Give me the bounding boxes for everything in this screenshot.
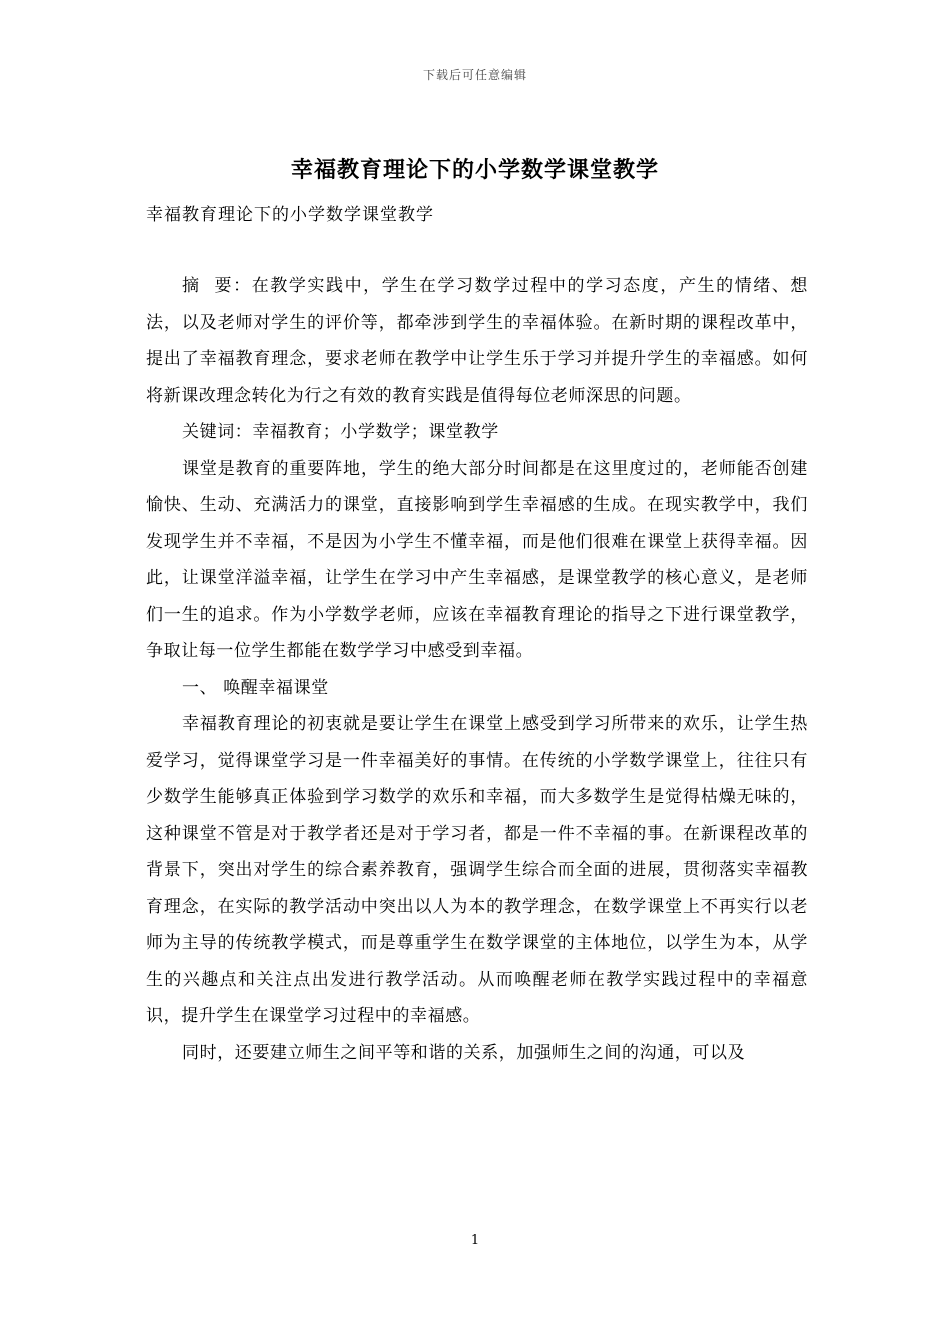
page-number: 1: [470, 1233, 480, 1248]
page-header-note: 下载后可任意编辑: [422, 68, 527, 82]
keywords-line: 关键词：幸福教育；小学数学；课堂教学: [182, 422, 499, 442]
document-subtitle: 幸福教育理论下的小学数学课堂教学: [146, 205, 434, 225]
section-heading-1: 一、 唤醒幸福课堂: [182, 677, 329, 698]
document-title: 幸福教育理论下的小学数学课堂教学: [290, 157, 659, 183]
abstract-paragraph: [146, 268, 808, 414]
abstract-label: 摘 要：: [182, 276, 252, 296]
body-paragraph-1: 课堂是教育的重要阵地，学生的绝大部分时间都是在这里度过的，老师能否创建愉快、生动、充满活力的课堂，直接影响到学生幸福感的生成。在现实教学中，我们发现学生并不幸福，不是因为小学生不懂幸福，而是他们很难在课堂上获得幸福。因此，让课堂洋溢幸福，让学生在学习中产生幸福感，是课堂教学的核心意义，是老师们一生的追求。作为小学数学老师，应该在幸福教育理论的指导之下进行课堂教学，争取让每一位学生都能在数学学习中感受到幸福。: [146, 458, 808, 661]
abstract-text: 在教学实践中，学生在学习数学过程中的学习态度，产生的情绪、想法，以及老师对学生的评价等，都牵涉到学生的幸福体验。在新时期的课程改革中，提出了幸福教育理念，要求老师在教学中让学生乐于学习并提升学生的幸福感。如何将新课改理念转化为行之有效的教育实践是值得每位老师深思的问题。: [146, 276, 809, 406]
body-paragraph-3: 同时，还要建立师生之间平等和谐的关系，加强师生之间的沟通，可以及: [182, 1042, 746, 1063]
body-paragraph-2: 幸福教育理论的初衷就是要让学生在课堂上感受到学习所带来的欢乐，让学生热爱学习，觉得课堂学习是一件幸福美好的事情。在传统的小学数学课堂上，往往只有少数学生能够真正体验到学习数学的欢乐和幸福，而大多数学生是觉得枯燥无味的，这种课堂不管是对于教学者还是对于学习者，都是一件不幸福的事。在新课程改革的背景下，突出对学生的综合素养教育，强调学生综合而全面的进展，贯彻落实幸福教育理念，在实际的教学活动中突出以人为本的教学理念，在数学课堂上不再实行以老师为主导的传统教学模式，而是尊重学生在数学课堂的主体地位，以学生为本，从学生的兴趣点和关注点出发进行教学活动。从而唤醒老师在教学实践过程中的幸福意识，提升学生在课堂学习过程中的幸福感。: [146, 714, 808, 1026]
document-body: [146, 268, 808, 1071]
